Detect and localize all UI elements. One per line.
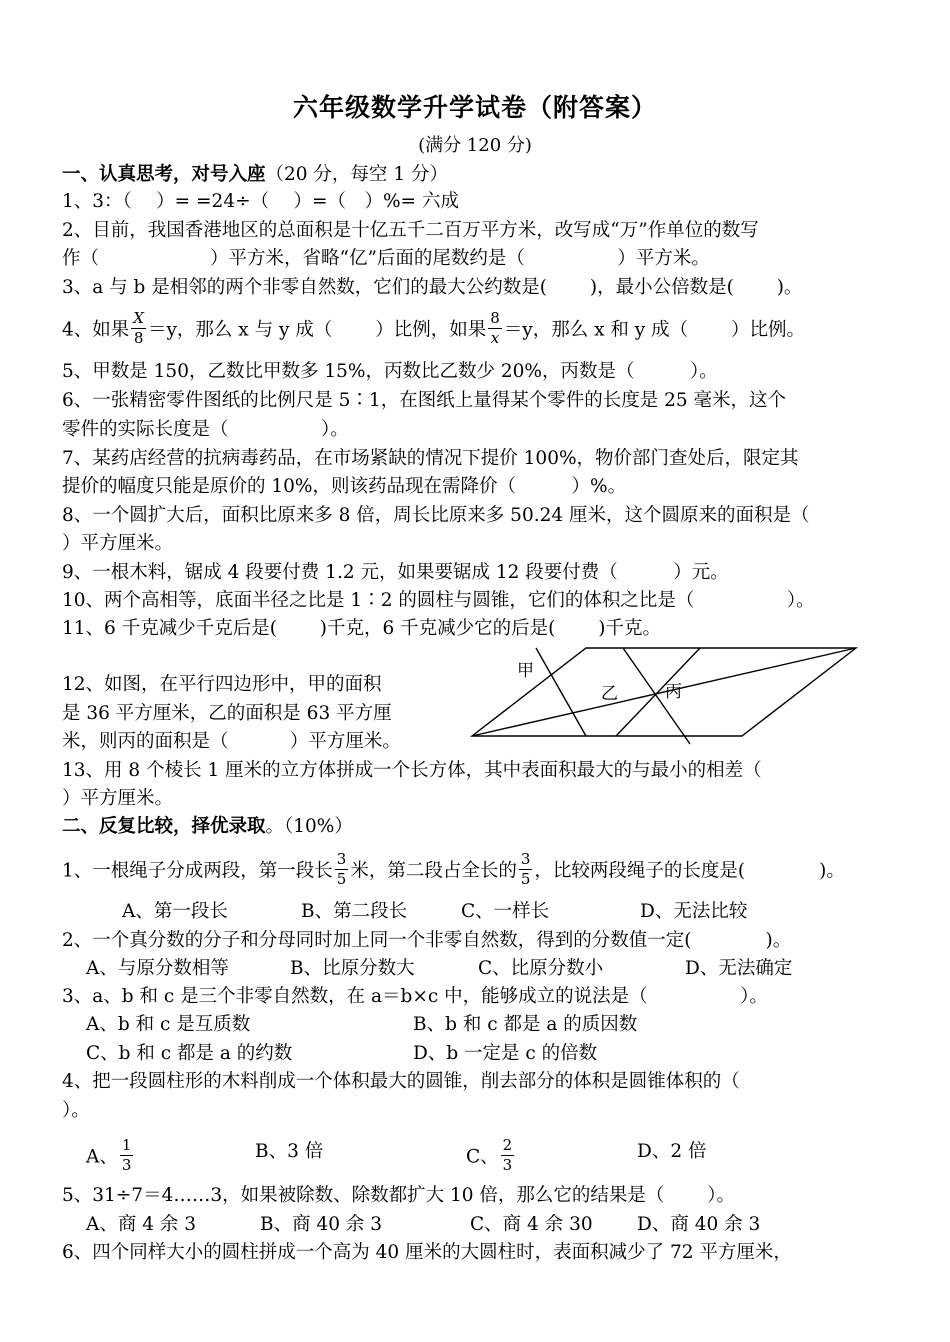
label-yi: 乙 <box>601 684 618 704</box>
s2-q1-text-b: 米，第二段占全长的 <box>350 860 517 882</box>
label-jia: 甲 <box>517 661 534 681</box>
s2-q3-option-d: D、b 一定是 c 的倍数 <box>413 1043 598 1064</box>
s1-question-3: 3、a 与 b 是相邻的两个非零自然数，它们的最大公约数是( )，最小公倍数是( )。 <box>62 277 803 298</box>
s2-q1-option-a: A、第一段长 <box>122 901 228 922</box>
s2-q4-option-c-fraction: $\frac{2}{3}$ <box>502 1136 513 1174</box>
section-1-score: （20 分，每空 1 分） <box>265 164 448 185</box>
s2-q4-option-b: B、3 倍 <box>255 1141 324 1162</box>
s1-question-10: 10、两个高相等，底面半径之比是 1∶2 的圆柱与圆锥，它们的体积之比是（ ）。 <box>62 590 815 611</box>
q4-text-c: ＝y，那么 x 和 y 成（ ）比例。 <box>503 319 806 341</box>
s1-question-8-line-2: ）平方厘米。 <box>62 533 174 554</box>
s2-q1-fraction-2-numerator: 3 <box>520 850 531 868</box>
section-2-heading <box>62 815 353 839</box>
s2-question-4-line-2: ）。 <box>62 1100 90 1121</box>
s2-q1-option-b: B、第二段长 <box>301 901 408 922</box>
s2-q5-option-a: A、商 4 余 3 <box>86 1214 197 1235</box>
s2-question-2: 2、一个真分数的分子和分母同时加上同一个非零自然数，得到的分数值一定( )。 <box>62 930 792 951</box>
s2-q1-option-c: C、一样长 <box>461 901 550 922</box>
s1-question-1: 1、3：（ ）= =24÷（ ）=（ ）%= 六成 <box>62 191 459 212</box>
s2-q5-option-c: C、商 4 余 30 <box>470 1214 593 1235</box>
s2-question-1 <box>62 852 845 891</box>
s2-question-3: 3、a、b 和 c 是三个非零自然数，在 a＝b×c 中，能够成立的说法是（ ）。 <box>62 986 768 1007</box>
s2-q4-option-c: C、 $\frac{2}{3}$ <box>466 1136 513 1174</box>
s2-q2-option-a: A、与原分数相等 <box>86 958 229 979</box>
full-score-note: (满分 120 分) <box>418 135 532 156</box>
s2-q4-option-a-fraction: $\frac{1}{3}$ <box>121 1136 132 1174</box>
s2-q2-option-b: B、比原分数大 <box>290 958 415 979</box>
cut-line-middle <box>616 648 700 736</box>
s2-question-6: 6、四个同样大小的圆柱拼成一个高为 40 厘米的大圆柱时，表面积减少了 72 平方厘米， <box>62 1242 792 1263</box>
s2-q4-option-a: A、 $\frac{1}{3}$ <box>86 1136 132 1174</box>
s2-q1-text-a: 1、一根绳子分成两段，第一段长 <box>62 860 333 882</box>
s1-question-11: 11、6 千克减少千克后是( )千克，6 千克减少它的后是( )千克。 <box>62 618 661 639</box>
s2-q2-option-c: C、比原分数小 <box>478 958 604 979</box>
section-1-title: 一、认真思考，对号入座 <box>62 164 266 185</box>
s2-q1-fraction-1-denominator: 5 <box>336 870 347 888</box>
q4-text-a: 4、如果 <box>62 319 130 341</box>
s2-q3-option-b: B、b 和 c 都是 a 的质因数 <box>413 1014 638 1035</box>
s2-q4-option-d: D、2 倍 <box>637 1141 707 1162</box>
parallelogram-figure <box>468 640 868 750</box>
s2-q3-option-c: C、b 和 c 都是 a 的约数 <box>86 1043 293 1064</box>
s2-q1-fraction-2-denominator: 5 <box>520 870 531 888</box>
q4-fraction-1-numerator: X <box>133 309 144 327</box>
q4-fraction-2-denominator: x <box>490 329 500 347</box>
s2-q1-text-c: ，比较两段绳子的长度是( )。 <box>534 860 845 882</box>
s2-q5-option-b: B、商 40 余 3 <box>260 1214 383 1235</box>
q4-fraction-2 <box>488 309 502 348</box>
page-title: 六年级数学升学试卷（附答案） <box>292 93 657 122</box>
s2-q2-option-d: D、无法确定 <box>685 958 793 979</box>
section-2-score: 。（10%） <box>265 816 353 837</box>
s1-question-7-line-2: 提价的幅度只能是原价的 10%，则该药品现在需降价（ ）%。 <box>62 476 627 497</box>
q4-text-b: ＝y，那么 x 与 y 成（ ）比例，如果 <box>147 319 487 341</box>
q4-fraction-1 <box>131 309 146 348</box>
q4-fraction-1-denominator: 8 <box>133 329 144 347</box>
s1-question-8-line-1: 8、一个圆扩大后，面积比原来多 8 倍，周长比原来多 50.24 厘米，这个圆原来的面积是（ <box>62 505 810 526</box>
s2-question-4-line-1: 4、把一段圆柱形的木料削成一个体积最大的圆锥，削去部分的体积是圆锥体积的（ <box>62 1071 740 1092</box>
s1-question-12-line-2: 是 36 平方厘米，乙的面积是 63 平方厘 <box>62 703 392 724</box>
s1-question-2-line-1: 2、目前，我国香港地区的总面积是十亿五千二百万平方米，改写成“万”作单位的数写 <box>62 220 759 241</box>
s2-question-5: 5、31÷7＝4……3，如果被除数、除数都扩大 10 倍，那么它的结果是（ ）。 <box>62 1185 736 1206</box>
s1-question-13-line-1: 13、用 8 个棱长 1 厘米的立方体拼成一个长方体，其中表面积最大的与最小的相差（ <box>62 760 762 781</box>
label-bing: 丙 <box>665 682 682 702</box>
s1-question-12-line-1: 12、如图，在平行四边形中，甲的面积 <box>62 674 382 695</box>
s1-question-13-line-2: ）平方厘米。 <box>62 788 174 809</box>
s1-question-9: 9、一根木料，锯成 4 段要付费 1.2 元，如果要锯成 12 段要付费（ ）元。 <box>62 562 729 583</box>
q4-fraction-2-numerator: 8 <box>490 309 500 327</box>
cut-line-left <box>536 648 586 736</box>
section-2-title: 二、反复比较，择优录取 <box>62 816 266 837</box>
section-1-heading <box>62 163 448 187</box>
s1-question-4 <box>62 311 805 350</box>
s1-question-2-line-2: 作（ ）平方米，省略“亿”后面的尾数约是（ ）平方米。 <box>62 248 710 269</box>
s1-question-5: 5、甲数是 150，乙数比甲数多 15%，丙数比乙数少 20%，丙数是（ ）。 <box>62 361 718 382</box>
s1-question-6-line-2: 零件的实际长度是（ ）。 <box>62 419 349 440</box>
s2-q1-fraction-1 <box>335 850 349 889</box>
s2-q1-fraction-1-numerator: 3 <box>336 850 347 868</box>
s2-q5-option-d: D、商 40 余 3 <box>637 1214 761 1235</box>
s2-q1-fraction-2 <box>519 850 533 889</box>
s1-question-12-line-3: 米，则丙的面积是（ ）平方厘米。 <box>62 731 401 752</box>
s2-q3-option-a: A、b 和 c 是互质数 <box>86 1014 251 1035</box>
s1-question-6-line-1: 6、一张精密零件图纸的比例尺是 5∶1，在图纸上量得某个零件的长度是 25 毫米，这个 <box>62 390 786 411</box>
s2-q1-option-d: D、无法比较 <box>640 901 748 922</box>
s1-question-7-line-1: 7、某药店经营的抗病毒药品，在市场紧缺的情况下提价 100%，物价部门查处后，限定其 <box>62 448 799 469</box>
